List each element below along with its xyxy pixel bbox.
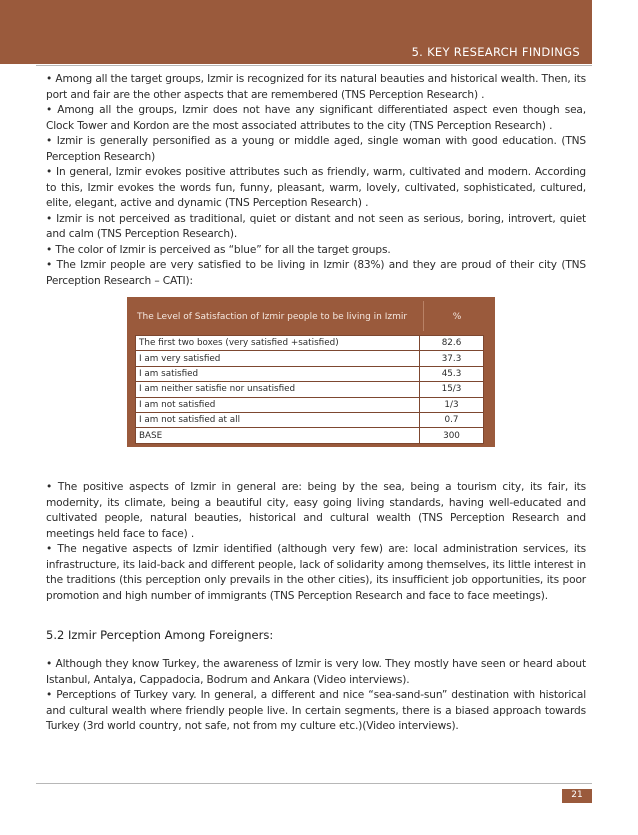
paragraph: • In general, Izmir evokes positive attributes such as friendly, warm, cultivated and modern. According to this, Izmir evokes the words fun, funny, pleasant, warm, lovely, cultivated, sophisticated, cultured, elite, elegant, active and dynamic (TNS Perception Research) . bbox=[46, 166, 586, 209]
page-number: 21 bbox=[571, 790, 583, 800]
paragraph: • The color of Izmir is perceived as “blue” for all the target groups. bbox=[46, 243, 391, 256]
table-header-divider bbox=[423, 301, 424, 331]
satisfaction-table bbox=[127, 297, 495, 447]
table-row bbox=[136, 412, 484, 427]
table-row bbox=[136, 382, 484, 397]
table-header-percent: % bbox=[452, 312, 462, 322]
table-header-label: The Level of Satisfaction of Izmir people to be living in Izmir bbox=[137, 312, 408, 322]
row-value: 300 bbox=[420, 428, 484, 443]
paragraph: • Among all the groups, Izmir does not have any significant differentiated aspect even though sea, Clock Tower and Kordon are the most associated attributes to the city (TNS Perception Research) . bbox=[46, 104, 586, 132]
foreigners-text bbox=[46, 657, 586, 735]
footer-rule bbox=[36, 783, 592, 784]
table-row bbox=[136, 336, 484, 351]
aspects-text bbox=[46, 480, 586, 604]
header-rule bbox=[36, 65, 592, 66]
paragraph: • The Izmir people are very satisfied to be living in Izmir (83%) and they are proud of their city (TNS Perception Research – CATI): bbox=[46, 259, 586, 287]
paragraph: • Perceptions of Turkey vary. In general, a different and nice “sea-sand-sun” destination with historical and cultural wealth where friendly people live. In certain segments, there is a biased approach towards Turkey (3rd world country, not safe, not from my culture etc.)(Video interviews). bbox=[46, 689, 586, 732]
table-row bbox=[136, 351, 484, 366]
paragraph: • The positive aspects of Izmir in general are: being by the sea, being a tourism city, its fair, its modernity, its climate, being a beautiful city, easy going living standards, having well-educated and cultivated people, natural beauties, historical and cultural wealth (TNS Perception Research and meetings held face to face) . bbox=[46, 481, 586, 540]
row-value: 1/3 bbox=[420, 397, 484, 412]
table-row bbox=[136, 366, 484, 381]
section-title: 5.2 Izmir Perception Among Foreigners: bbox=[46, 628, 274, 642]
paragraph: • Izmir is not perceived as traditional, quiet or distant and not seen as serious, boring, introvert, quiet and calm (TNS Perception Research). bbox=[46, 212, 586, 240]
row-label: I am very satisfied bbox=[136, 351, 420, 366]
table-row bbox=[136, 397, 484, 412]
row-value: 45.3 bbox=[420, 366, 484, 381]
paragraph: • Izmir is generally personified as a young or middle aged, single woman with good education. (TNS Perception Research) bbox=[46, 135, 586, 163]
intro-text bbox=[46, 72, 586, 289]
row-label: BASE bbox=[136, 428, 420, 443]
paragraph: • The negative aspects of Izmir identified (although very few) are: local administration services, its infrastructure, its laid-back and different people, lack of solidarity among themselves, its little interest in the traditions (this perception only prevails in the other cities), its insufficient job opportunities, its poor promotion and high number of immigrants (TNS Perception Research and face to face meetings). bbox=[46, 543, 586, 602]
page-number-box bbox=[562, 789, 592, 803]
row-label: I am not satisfied bbox=[136, 397, 420, 412]
header-band bbox=[0, 0, 592, 64]
section-header-title: 5. KEY RESEARCH FINDINGS bbox=[411, 45, 580, 59]
paragraph: • Although they know Turkey, the awareness of Izmir is very low. They mostly have seen or heard about Istanbul, Antalya, Cappadocia, Bodrum and Ankara (Video interviews). bbox=[46, 658, 586, 686]
paragraph: • Among all the target groups, Izmir is recognized for its natural beauties and historical wealth. Then, its port and fair are the other aspects that are remembered (TNS Perception Research) . bbox=[46, 73, 586, 101]
row-label: I am neither satisfie nor unsatisfied bbox=[136, 382, 420, 397]
row-value: 82.6 bbox=[420, 336, 484, 351]
row-value: 0.7 bbox=[420, 412, 484, 427]
row-label: I am satisfied bbox=[136, 366, 420, 381]
row-label: The first two boxes (very satisfied +satisfied) bbox=[136, 336, 420, 351]
table-row bbox=[136, 428, 484, 443]
row-value: 37.3 bbox=[420, 351, 484, 366]
table-body bbox=[135, 335, 484, 444]
row-value: 15/3 bbox=[420, 382, 484, 397]
row-label: I am not satisfied at all bbox=[136, 412, 420, 427]
